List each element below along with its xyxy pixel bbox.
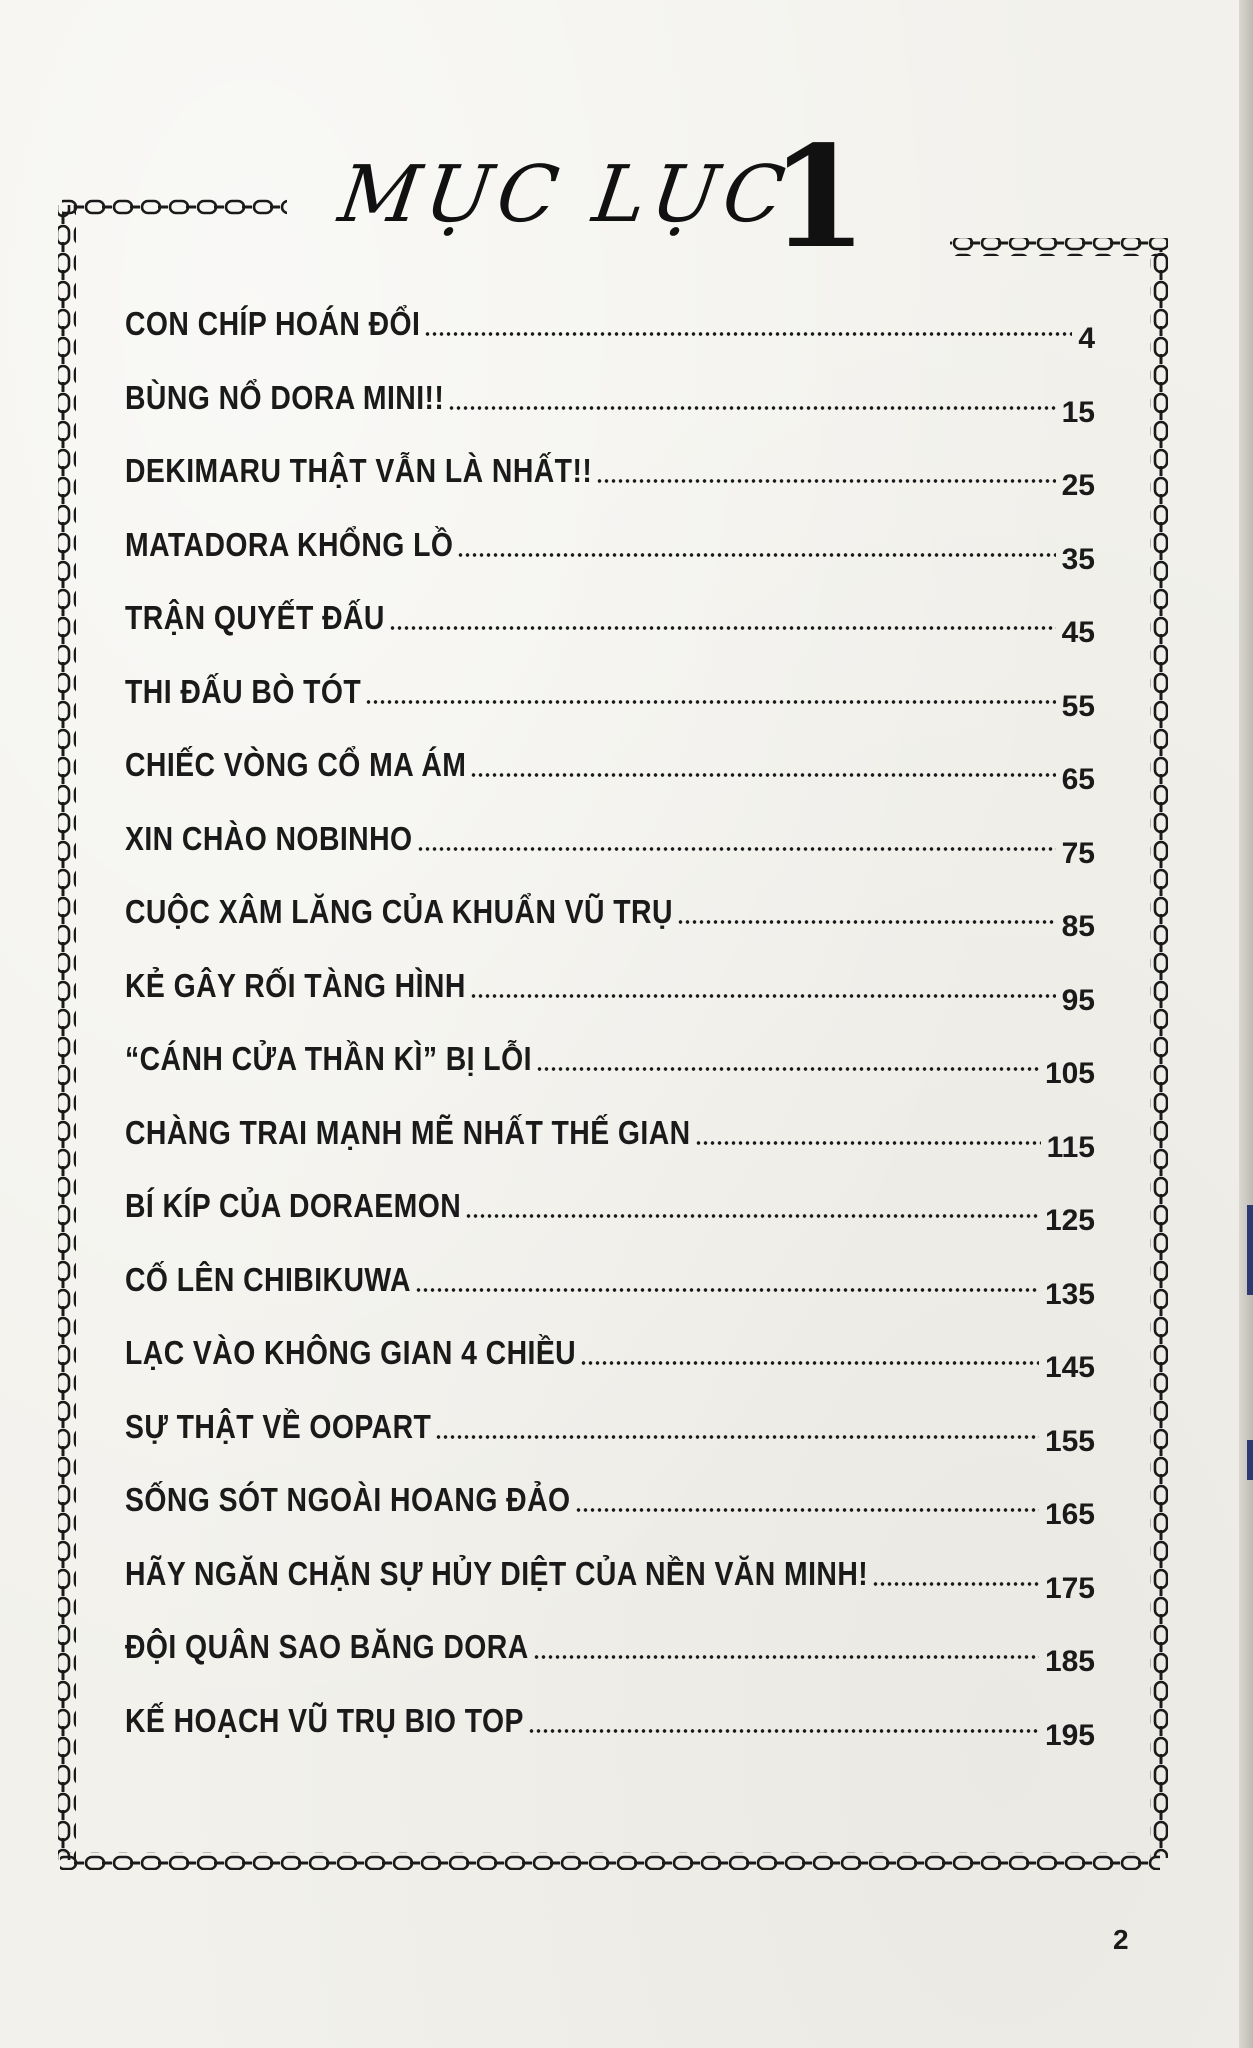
dot-leader: [470, 773, 1055, 777]
toc-entry-page: 75: [1061, 836, 1095, 870]
toc-entry-page: 155: [1044, 1424, 1095, 1458]
toc-entry-title: BÍ KÍP CỦA DORAEMON: [125, 1187, 462, 1224]
toc-entry-page: 35: [1061, 542, 1095, 576]
toc-entry: [125, 878, 1095, 943]
toc-entry-page: 65: [1061, 763, 1095, 796]
toc-entry-title: THI ĐẤU BÒ TÓT: [125, 672, 362, 710]
toc-entry-page: 45: [1061, 616, 1095, 649]
dot-leader: [580, 1361, 1039, 1365]
toc-entry-page: 145: [1044, 1351, 1095, 1384]
dot-leader: [575, 1508, 1039, 1512]
toc-entry: [125, 1246, 1095, 1311]
toc-entry: [125, 364, 1095, 429]
dot-leader: [470, 994, 1056, 998]
toc-entry: [125, 1319, 1095, 1384]
toc-entry: [125, 437, 1095, 502]
toc-entry-page: 115: [1046, 1130, 1095, 1164]
toc-entry-title: TRẬN QUYẾT ĐẤU: [125, 599, 385, 636]
dot-leader: [677, 920, 1056, 924]
toc-entry-page: 165: [1044, 1498, 1095, 1531]
toc-entry-page: 95: [1061, 983, 1095, 1017]
toc-entry: [125, 1025, 1095, 1090]
toc-entry-title: CỐ LÊN CHIBIKUWA: [125, 1260, 411, 1298]
page-number: 2: [1113, 1924, 1129, 1955]
toc-entry: [125, 1540, 1095, 1605]
toc-entry-title: CHÀNG TRAI MẠNH MẼ NHẤT THẾ GIAN: [125, 1113, 691, 1151]
toc-entry: [125, 1613, 1095, 1678]
dot-leader: [596, 479, 1055, 483]
dot-leader: [448, 406, 1055, 410]
toc-entry-page: 135: [1044, 1277, 1095, 1311]
toc-entry: [125, 1393, 1095, 1458]
toc-entry: [125, 1172, 1095, 1237]
page-title: MỤC LỤC: [333, 150, 796, 240]
toc-entry-page: 105: [1044, 1057, 1095, 1090]
toc-entry: [125, 511, 1095, 576]
dot-leader: [457, 553, 1055, 557]
toc-entry-title: KẾ HOẠCH VŨ TRỤ BIO TOP: [125, 1701, 524, 1739]
toc-entry-title: LẠC VÀO KHÔNG GIAN 4 CHIỀU: [125, 1334, 577, 1371]
dot-leader: [528, 1729, 1039, 1733]
toc-entry: [125, 731, 1095, 796]
dot-leader: [424, 332, 1072, 336]
toc-entry-title: “CÁNH CỬA THẦN KÌ” BỊ LỖI: [125, 1040, 532, 1077]
toc-entry-title: CHIẾC VÒNG CỔ MA ÁM: [125, 746, 467, 783]
dot-leader: [533, 1655, 1039, 1659]
toc-entry: [125, 584, 1095, 649]
toc-entry-page: 55: [1061, 689, 1095, 723]
toc-entry: [125, 290, 1095, 355]
toc-entry-page: 125: [1044, 1204, 1095, 1237]
dot-leader: [435, 1435, 1039, 1439]
toc-entry: [125, 1466, 1095, 1531]
dot-leader: [365, 700, 1055, 704]
dot-leader: [695, 1141, 1041, 1145]
toc-entry-page: 25: [1061, 469, 1095, 502]
dot-leader: [536, 1067, 1039, 1071]
dot-leader: [389, 626, 1056, 630]
toc-entry: [125, 658, 1095, 723]
toc-entry: [125, 952, 1095, 1017]
toc-entry-title: XIN CHÀO NOBINHO: [125, 819, 413, 857]
toc-entry-title: MATADORA KHỔNG LỒ: [125, 525, 454, 563]
volume-number: 1: [770, 116, 868, 280]
dot-leader: [415, 1288, 1039, 1292]
toc-entry-title: ĐỘI QUÂN SAO BĂNG DORA: [125, 1628, 529, 1665]
toc-entry-page: 175: [1044, 1571, 1095, 1605]
toc-entry-title: SỐNG SÓT NGOÀI HOANG ĐẢO: [125, 1481, 571, 1518]
toc-entry-page: 4: [1078, 322, 1095, 355]
toc-entry-page: 85: [1061, 910, 1095, 943]
toc-entry-page: 185: [1044, 1645, 1095, 1678]
toc-entry-title: BÙNG NỔ DORA MINI!!: [125, 378, 445, 416]
toc-entry: [125, 1687, 1095, 1752]
toc-entry-title: HÃY NGĂN CHẶN SỰ HỦY DIỆT CỦA NỀN VĂN MINH!: [125, 1554, 869, 1592]
toc-entry: [125, 805, 1095, 870]
toc-entry-page: 195: [1044, 1718, 1095, 1752]
toc-entry-page: 15: [1061, 395, 1095, 429]
dot-leader: [417, 847, 1056, 851]
toc-entry-title: KẺ GÂY RỐI TÀNG HÌNH: [125, 966, 466, 1004]
toc-entry-title: SỰ THẬT VỀ OOPART: [125, 1407, 432, 1445]
toc-entry: [125, 1099, 1095, 1164]
dot-leader: [872, 1582, 1039, 1586]
dot-leader: [465, 1214, 1039, 1218]
toc-entry-title: DEKIMARU THẬT VẪN LÀ NHẤT!!: [125, 452, 593, 489]
toc-entry-title: CON CHÍP HOÁN ĐỔI: [125, 305, 421, 342]
toc-entry-title: CUỘC XÂM LĂNG CỦA KHUẨN VŨ TRỤ: [125, 893, 673, 930]
